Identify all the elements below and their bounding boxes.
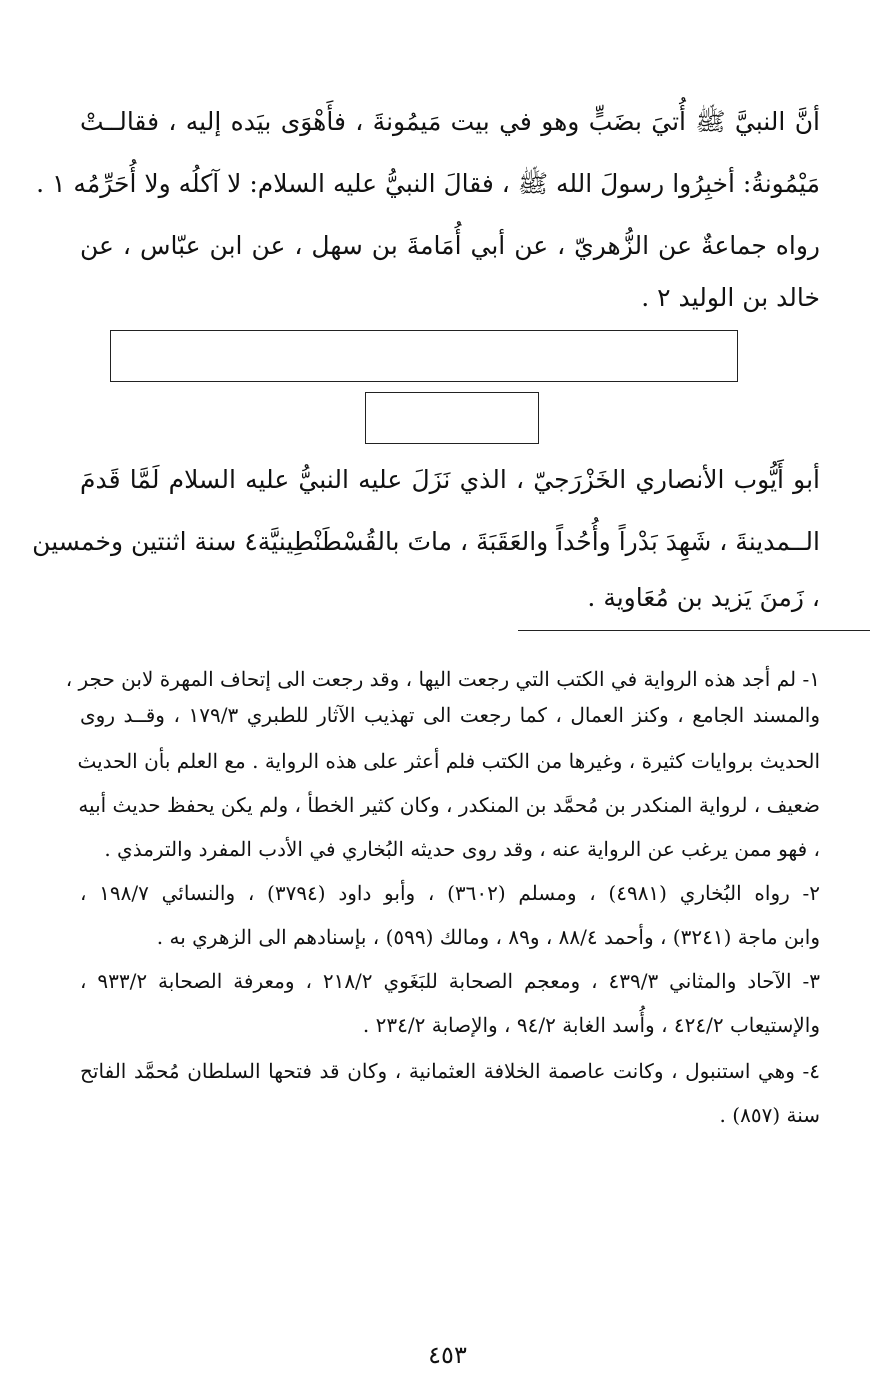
body-line: مَيْمُونةُ: أخبِرُوا رسولَ الله ﷺ ، فقالَ النبيُّ عليه السلام: لا آكلُه ولا أُحَرِّمُه ١ . xyxy=(36,169,820,198)
body-line: خالد بن الوليد ٢ . xyxy=(641,283,820,312)
footnote-line: الحديث بروايات كثيرة ، وغيرها من الكتب فلم أعثر على هذه الرواية . مع العلم بأن الحديث xyxy=(77,749,820,773)
footnote-line: والإستيعاب ٤٢٤/٢ ، وأُسد الغابة ٩٤/٢ ، والإصابة ٢٣٤/٢ . xyxy=(362,1013,820,1037)
page-number: ٤٥٣ xyxy=(428,1341,467,1369)
body-line: أنَّ النبيَّ ﷺ أُتيَ بضَبٍّ وهو في بيت مَيمُونةَ ، فأَهْوَى بيَده إليه ، فقالــتْ xyxy=(80,107,820,136)
footnote-line: ١- لم أجد هذه الرواية في الكتب التي رجعت اليها ، وقد رجعت الى إتحاف المهرة لابن حجر ، xyxy=(65,667,820,691)
footnote-line: ٤- وهي استنبول ، وكانت عاصمة الخلافة العثمانية ، وكان قد فتحها السلطان مُحمَّد الفاتح xyxy=(80,1059,820,1083)
body-line: رواه جماعةٌ عن الزُّهريّ ، عن أبي أُمَامةَ بن سهل ، عن ابن عبّاس ، عن xyxy=(80,231,820,260)
footnote-line: ٣- الآحاد والمثاني ٤٣٩/٣ ، ومعجم الصحابة للبَغَوي ٢١٨/٢ ، ومعرفة الصحابة ٩٣٣/٢ ، xyxy=(80,969,821,993)
entry-heading-line2 xyxy=(365,392,539,444)
body-line: الــمدينةَ ، شَهِدَ بَدْراً وأُحُداً والعَقَبَةَ ، ماتَ بالقُسْطَنْطِينيَّة٤ سنة اثنتين وخمسين xyxy=(32,527,820,556)
footnote-line: والمسند الجامع ، وكنز العمال ، كما رجعت الى تهذيب الآثار للطبري ١٧٩/٣ ، وقــد روى xyxy=(80,703,820,727)
entry-heading-line1 xyxy=(110,330,738,382)
footnote-divider xyxy=(518,630,870,631)
footnote-line: سنة (٨٥٧) . xyxy=(719,1103,820,1127)
body-line: أبو أَيُّوب الأنصاري الخَزْرَجيّ ، الذي نَزَلَ عليه النبيُّ عليه السلام لَمَّا قَدمَ xyxy=(80,465,820,494)
footnote-line: ضعيف ، لرواية المنكدر بن مُحمَّد بن المنكدر ، وكان كثير الخطأ ، ولم يكن يحفظ حديث أبيه xyxy=(78,793,820,817)
footnote-line: ٢- رواه البُخاري (٤٩٨١) ، ومسلم (٣٦٠٢) ، وأبو داود (٣٧٩٤) ، والنسائي ١٩٨/٧ ، xyxy=(80,881,820,905)
body-line: ، زَمنَ يَزيد بن مُعَاوية . xyxy=(587,583,820,612)
footnote-line: وابن ماجة (٣٢٤١) ، وأحمد ٨٨/٤ ، و٨٩ ، ومالك (٥٩٩) ، بإسنادهم الى الزهري به . xyxy=(156,925,820,949)
footnote-line: ، فهو ممن يرغب عن الرواية عنه ، وقد روى حديثه البُخاري في الأدب المفرد والترمذي . xyxy=(104,837,820,861)
